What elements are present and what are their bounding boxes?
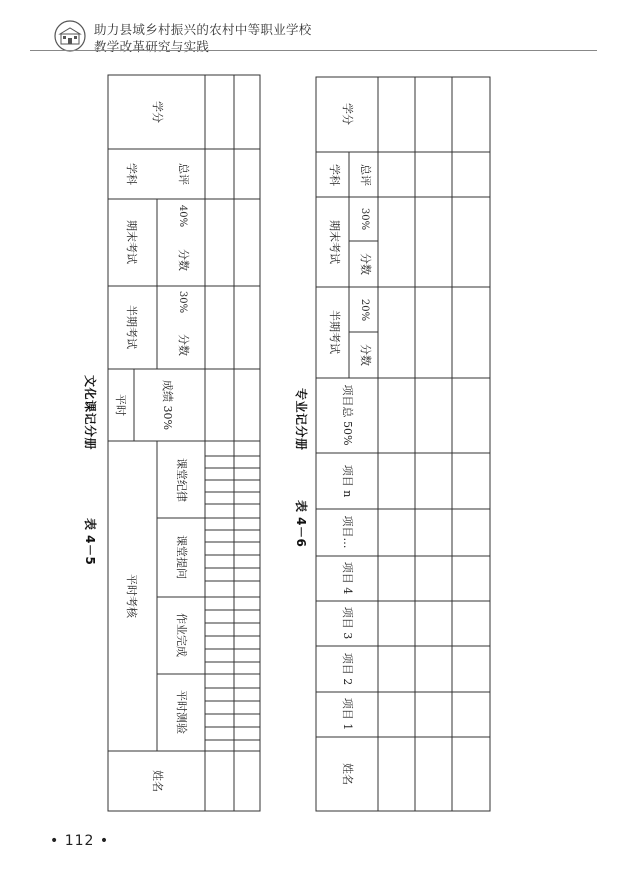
- table2-item-1: 项目 1: [341, 697, 354, 731]
- table2-final-percent: 30%: [359, 207, 370, 231]
- table2: [294, 103, 373, 785]
- table1-mid-score: 分数: [177, 334, 190, 356]
- table1-homework-header: 作业完成: [175, 613, 188, 657]
- table2-subject-header: 学科: [328, 164, 341, 186]
- table2-item-more: 项目…: [341, 515, 354, 549]
- table1-mid-percent: 30%: [177, 290, 188, 314]
- table2-midterm-header: 半期考试: [328, 310, 341, 354]
- table1-midterm-header: 半期考试: [125, 305, 138, 349]
- table2-caption-number: 表 4－6: [294, 500, 308, 548]
- table2-name-header: 姓名: [341, 763, 354, 785]
- table1-total-header: 总评: [177, 163, 190, 185]
- table2-caption-title: 专业记分册: [294, 388, 308, 451]
- table2-total-header: 总评: [359, 164, 372, 186]
- table2-item-2: 项目 2: [341, 652, 354, 686]
- table2-final-score: 分数: [359, 253, 372, 275]
- table2-mid-percent: 20%: [359, 298, 370, 322]
- table2-item-4: 项目 4: [341, 561, 354, 595]
- table1-regular-score: 成绩 30%: [161, 380, 174, 430]
- table1-final-percent: 40%: [177, 204, 188, 228]
- page-number: • 112 •: [50, 833, 110, 849]
- table1-final-header: 期末考试: [125, 220, 138, 264]
- table2-final-header: 期末考试: [328, 220, 341, 264]
- header-title-line1: 助力县域乡村振兴的农村中等职业学校: [94, 22, 312, 37]
- table1-caption-title: 文化课记分册: [83, 375, 97, 451]
- table2-item-total: 项目总 50%: [341, 384, 354, 446]
- table2-credit-header: 学分: [341, 103, 354, 125]
- table1-caption-number: 表 4－5: [83, 518, 97, 566]
- table1-question-header: 课堂提问: [175, 535, 188, 579]
- table1-quiz-header: 平时测验: [175, 690, 188, 734]
- table1-final-score: 分数: [177, 249, 190, 271]
- table1-discipline-header: 课堂纪律: [175, 458, 188, 502]
- table1: [83, 101, 191, 792]
- header-title-line2: 教学改革研究与实践: [94, 39, 210, 54]
- table2-item-n: 项目 n: [341, 464, 354, 498]
- table1-regular-group-header: 平时考核: [125, 574, 138, 618]
- table2-mid-score: 分数: [359, 344, 372, 366]
- table1-name-header: 姓名: [151, 770, 164, 792]
- table1-subject-header: 学科: [125, 163, 138, 185]
- table1-credit-header: 学分: [151, 101, 164, 123]
- table2-item-3: 项目 3: [341, 606, 354, 640]
- table1-regular-label: 平时: [114, 394, 127, 416]
